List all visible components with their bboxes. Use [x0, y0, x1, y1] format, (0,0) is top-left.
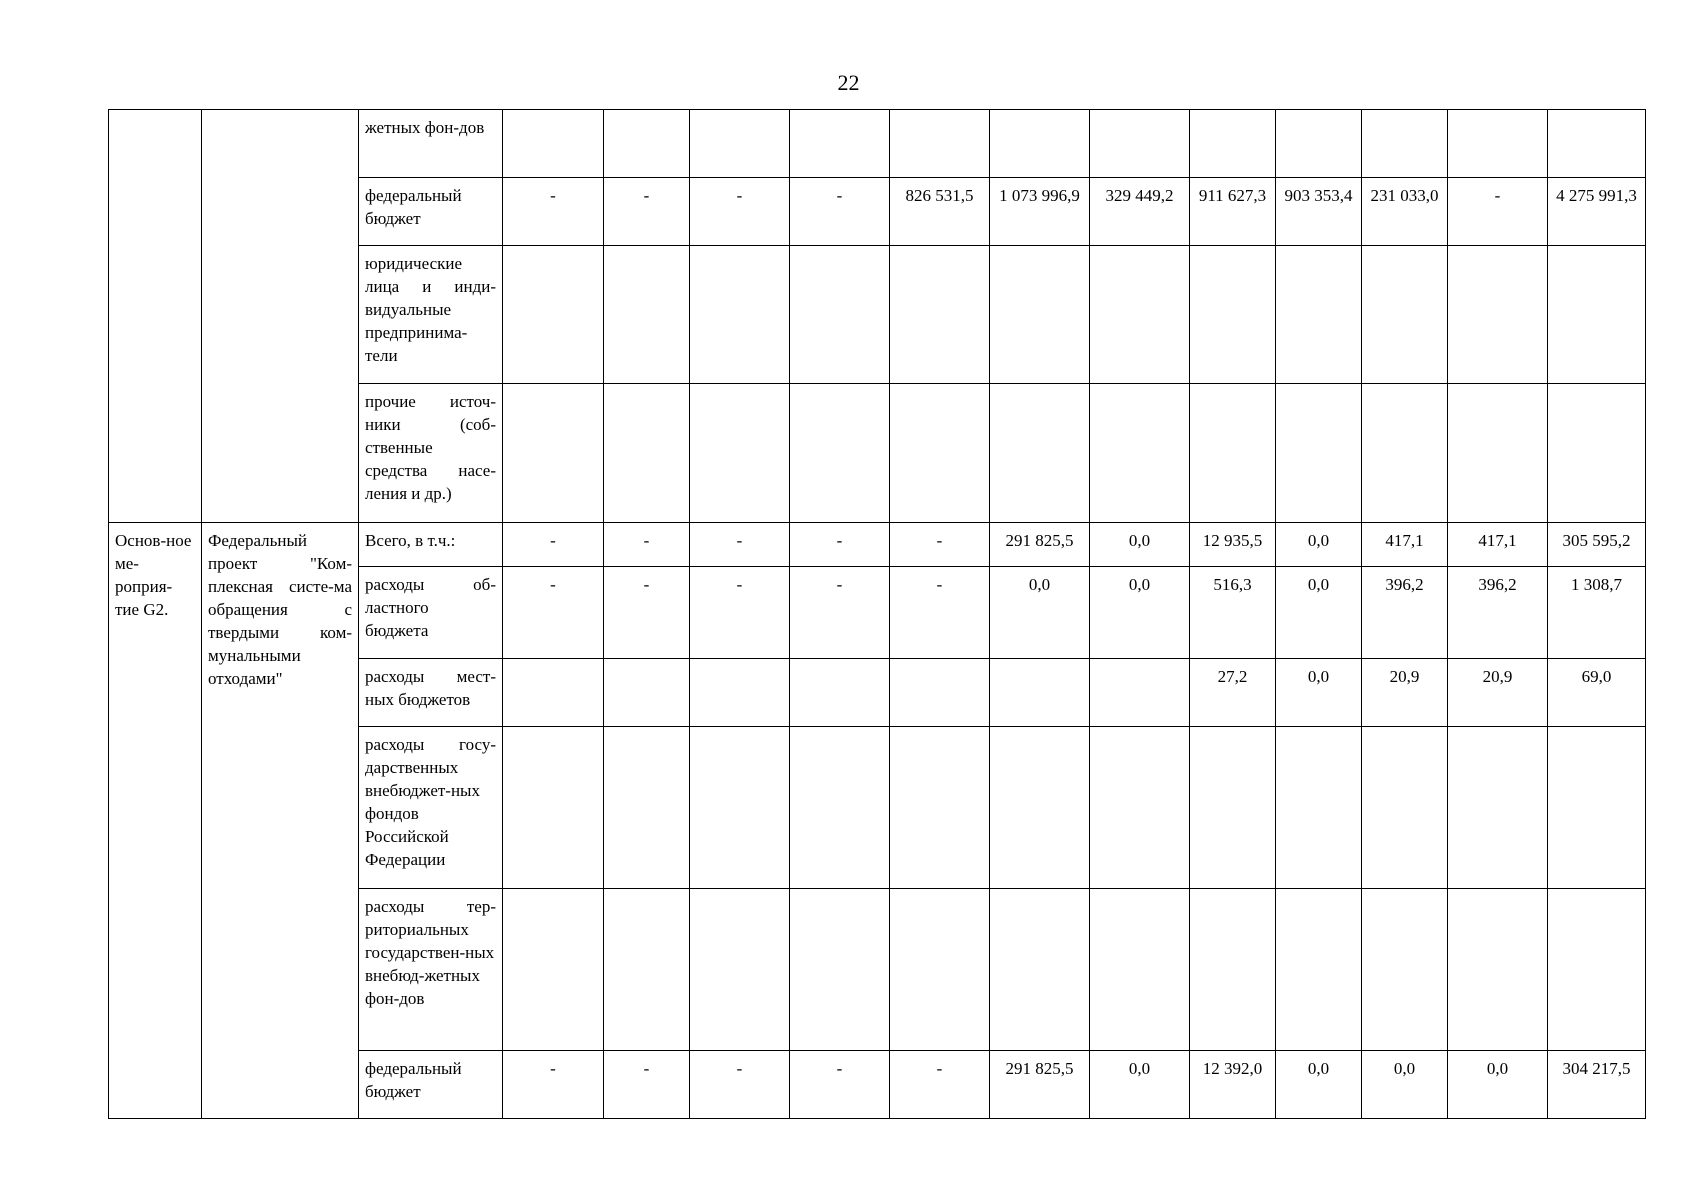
value-cell: [1548, 110, 1646, 178]
value-cell: [790, 659, 890, 727]
value-cell: -: [1448, 178, 1548, 246]
value-cell: 4 275 991,3: [1548, 178, 1646, 246]
value-cell: [1190, 727, 1276, 889]
value-cell: 304 217,5: [1548, 1051, 1646, 1119]
activity-cell: Основ-ное ме-роприя-тие G2.: [109, 523, 202, 1119]
value-cell: [1362, 110, 1448, 178]
value-cell: [990, 727, 1090, 889]
value-cell: 0,0: [1362, 1051, 1448, 1119]
table-row: [109, 523, 1646, 567]
value-cell: [690, 727, 790, 889]
value-cell: 12 392,0: [1190, 1051, 1276, 1119]
page-number: 22: [837, 70, 860, 95]
value-cell: 396,2: [1362, 567, 1448, 659]
value-cell: [890, 889, 990, 1051]
value-cell: [503, 659, 604, 727]
value-cell: [604, 727, 690, 889]
source-cell: юридические лица и инди-видуальные предпринима-тели: [359, 246, 503, 384]
value-cell: [990, 246, 1090, 384]
source-cell: расходы об-ластного бюджета: [359, 567, 503, 659]
value-cell: [790, 727, 890, 889]
value-cell: [1362, 889, 1448, 1051]
value-cell: -: [890, 567, 990, 659]
value-cell: [690, 659, 790, 727]
source-cell: расходы госу-дарственных внебюджет-ных фондов Российской Федерации: [359, 727, 503, 889]
value-cell: 0,0: [1276, 659, 1362, 727]
value-cell: 12 935,5: [1190, 523, 1276, 567]
value-cell: [1090, 659, 1190, 727]
value-cell: 305 595,2: [1548, 523, 1646, 567]
value-cell: [1548, 246, 1646, 384]
value-cell: [1090, 110, 1190, 178]
value-cell: [1276, 384, 1362, 523]
value-cell: 0,0: [1276, 567, 1362, 659]
value-cell: 20,9: [1362, 659, 1448, 727]
value-cell: 396,2: [1448, 567, 1548, 659]
value-cell: 69,0: [1548, 659, 1646, 727]
value-cell: [1448, 384, 1548, 523]
value-cell: 417,1: [1448, 523, 1548, 567]
project-cell: Федеральный проект "Ком-плексная систе-ма обращения с твердыми ком-мунальными отходами": [202, 523, 359, 1119]
value-cell: [1548, 727, 1646, 889]
budget-table: [108, 109, 1646, 1119]
value-cell: [1276, 246, 1362, 384]
value-cell: [1448, 727, 1548, 889]
value-cell: -: [790, 178, 890, 246]
value-cell: -: [890, 1051, 990, 1119]
value-cell: [1190, 246, 1276, 384]
value-cell: 291 825,5: [990, 1051, 1090, 1119]
value-cell: [1090, 727, 1190, 889]
activity-cell-empty: [109, 110, 202, 523]
source-cell: расходы тер-риториальных государствен-ных внебюд-жетных фон-дов: [359, 889, 503, 1051]
value-cell: 329 449,2: [1090, 178, 1190, 246]
value-cell: [1090, 384, 1190, 523]
value-cell: 1 308,7: [1548, 567, 1646, 659]
value-cell: [690, 110, 790, 178]
value-cell: [1090, 889, 1190, 1051]
value-cell: 0,0: [1276, 1051, 1362, 1119]
value-cell: [890, 246, 990, 384]
value-cell: [1362, 727, 1448, 889]
source-cell: жетных фон-дов: [359, 110, 503, 178]
value-cell: [890, 110, 990, 178]
value-cell: -: [790, 1051, 890, 1119]
value-cell: 291 825,5: [990, 523, 1090, 567]
value-cell: -: [604, 178, 690, 246]
source-cell: прочие источ-ники (соб-ственные средства насе-ления и др.): [359, 384, 503, 523]
value-cell: [1190, 110, 1276, 178]
value-cell: [790, 246, 890, 384]
value-cell: [690, 384, 790, 523]
value-cell: [990, 889, 1090, 1051]
value-cell: 516,3: [1190, 567, 1276, 659]
value-cell: [1548, 384, 1646, 523]
value-cell: 27,2: [1190, 659, 1276, 727]
value-cell: [503, 246, 604, 384]
value-cell: [1448, 889, 1548, 1051]
value-cell: -: [690, 178, 790, 246]
value-cell: [604, 246, 690, 384]
value-cell: 911 627,3: [1190, 178, 1276, 246]
value-cell: 417,1: [1362, 523, 1448, 567]
value-cell: [503, 110, 604, 178]
value-cell: [690, 246, 790, 384]
value-cell: [890, 384, 990, 523]
value-cell: [1276, 727, 1362, 889]
value-cell: [1190, 384, 1276, 523]
value-cell: [604, 384, 690, 523]
value-cell: [1448, 110, 1548, 178]
value-cell: -: [503, 178, 604, 246]
value-cell: 0,0: [1090, 523, 1190, 567]
value-cell: -: [604, 567, 690, 659]
value-cell: -: [604, 523, 690, 567]
value-cell: [1362, 246, 1448, 384]
value-cell: 826 531,5: [890, 178, 990, 246]
value-cell: -: [690, 567, 790, 659]
project-cell-empty: [202, 110, 359, 523]
value-cell: -: [790, 523, 890, 567]
value-cell: [990, 659, 1090, 727]
value-cell: [1448, 246, 1548, 384]
value-cell: [1362, 384, 1448, 523]
value-cell: 20,9: [1448, 659, 1548, 727]
value-cell: 0,0: [1090, 1051, 1190, 1119]
value-cell: [1276, 110, 1362, 178]
value-cell: [503, 889, 604, 1051]
value-cell: 231 033,0: [1362, 178, 1448, 246]
value-cell: -: [503, 523, 604, 567]
source-cell: Всего, в т.ч.:: [359, 523, 503, 567]
value-cell: 903 353,4: [1276, 178, 1362, 246]
value-cell: [990, 384, 1090, 523]
table-row: [109, 110, 1646, 178]
value-cell: [503, 384, 604, 523]
value-cell: [604, 659, 690, 727]
value-cell: [1190, 889, 1276, 1051]
source-cell: федеральный бюджет: [359, 178, 503, 246]
value-cell: -: [604, 1051, 690, 1119]
value-cell: [1090, 246, 1190, 384]
value-cell: [790, 889, 890, 1051]
value-cell: [990, 110, 1090, 178]
value-cell: [503, 727, 604, 889]
value-cell: -: [690, 1051, 790, 1119]
value-cell: [1548, 889, 1646, 1051]
table-body: [109, 110, 1646, 1119]
source-cell: расходы мест-ных бюджетов: [359, 659, 503, 727]
value-cell: -: [503, 567, 604, 659]
value-cell: 0,0: [1276, 523, 1362, 567]
value-cell: 0,0: [1448, 1051, 1548, 1119]
value-cell: -: [790, 567, 890, 659]
value-cell: [790, 110, 890, 178]
value-cell: [890, 727, 990, 889]
value-cell: [690, 889, 790, 1051]
value-cell: 1 073 996,9: [990, 178, 1090, 246]
value-cell: [1276, 889, 1362, 1051]
value-cell: -: [503, 1051, 604, 1119]
value-cell: -: [890, 523, 990, 567]
value-cell: 0,0: [1090, 567, 1190, 659]
value-cell: [890, 659, 990, 727]
source-cell: федеральный бюджет: [359, 1051, 503, 1119]
value-cell: [790, 384, 890, 523]
value-cell: -: [690, 523, 790, 567]
value-cell: [604, 110, 690, 178]
value-cell: [604, 889, 690, 1051]
value-cell: 0,0: [990, 567, 1090, 659]
